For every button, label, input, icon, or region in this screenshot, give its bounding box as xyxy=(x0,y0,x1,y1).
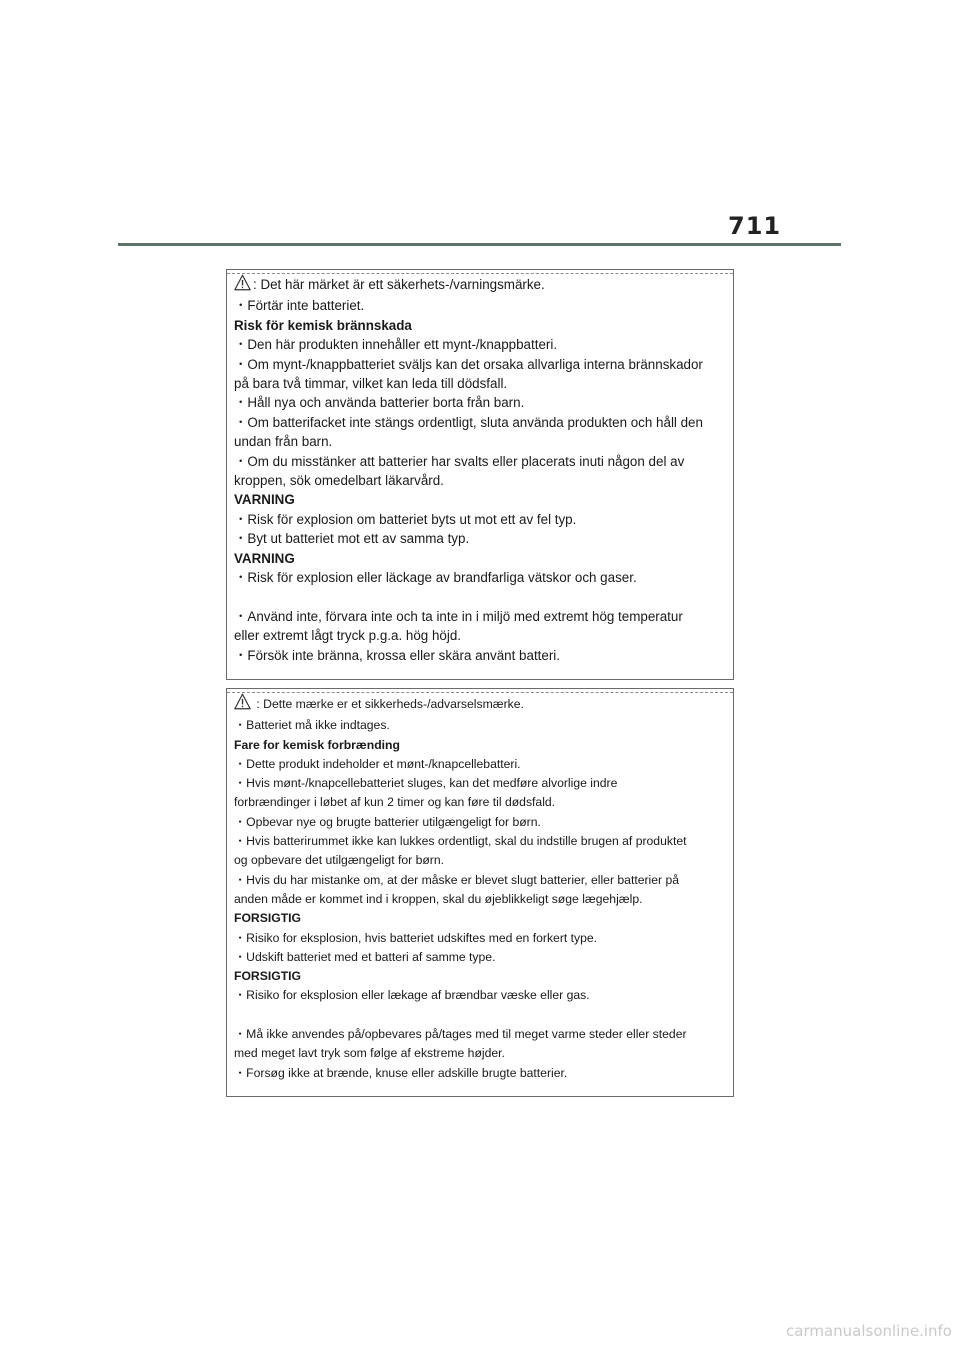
line-text: kroppen, sök omedelbart läkarvård. xyxy=(234,473,444,489)
line-text: med meget lavt tryk som følge af ekstreme højder. xyxy=(234,1046,505,1061)
text-line xyxy=(234,274,727,296)
text-line xyxy=(234,890,727,909)
line-text: ・Om batterifacket inte stängs ordentligt, sluta använda produkten och håll den xyxy=(234,414,703,430)
warning-triangle-icon xyxy=(234,693,251,716)
line-text: Fare for kemisk forbrænding xyxy=(234,737,400,752)
swedish-warning-box xyxy=(226,269,734,680)
text-line xyxy=(234,393,727,412)
section-heading xyxy=(234,490,727,509)
text-line xyxy=(234,716,727,735)
line-text: ・Risiko for eksplosion eller lækage af brændbar væske eller gas. xyxy=(234,988,590,1003)
line-text: ・Försök inte bränna, krossa eller skära använt batteri. xyxy=(234,647,560,663)
text-line xyxy=(234,851,727,870)
line-text: ・Risk för explosion om batteriet byts ut mot ett av fel typ. xyxy=(234,511,577,527)
line-text: ・Byt ut batteriet mot ett av samma typ. xyxy=(234,531,470,547)
line-text: ・Förtär inte batteriet. xyxy=(234,298,365,314)
text-line xyxy=(234,452,727,471)
line-text: ・Risiko for eksplosion, hvis batteriet udskiftes med en forkert type. xyxy=(234,930,598,945)
line-text: FORSIGTIG xyxy=(234,969,302,984)
text-line xyxy=(234,374,727,393)
text-line xyxy=(234,1064,727,1083)
text-line xyxy=(234,793,727,812)
line-text: ・Forsøg ikke at brænde, knuse eller adskille brugte batterier. xyxy=(234,1065,568,1080)
line-text: ・Må ikke anvendes på/opbevares på/tages med til meget varme steder eller steder xyxy=(234,1027,687,1042)
text-line xyxy=(234,832,727,851)
line-text: ・Hvis du har mistanke om, at der måske er blevet slugt batterier, eller batterier på xyxy=(234,872,680,887)
text-line xyxy=(234,774,727,793)
section-heading xyxy=(234,316,727,335)
text-line xyxy=(234,413,727,432)
text-line xyxy=(234,1025,727,1044)
line-text: ・Om du misstänker att batterier har svalts eller placerats inuti någon del av xyxy=(234,453,685,469)
line-text: ・Den här produkten innehåller ett mynt-/knappbatteri. xyxy=(234,337,558,353)
text-line xyxy=(234,296,727,315)
text-line xyxy=(234,813,727,832)
text-line xyxy=(234,626,727,645)
line-text: : Dette mærke er et sikkerheds-/advarselsmærke. xyxy=(253,697,524,711)
text-line xyxy=(234,471,727,490)
paragraph-gap xyxy=(234,588,727,607)
header-rule xyxy=(118,243,841,246)
section-heading xyxy=(234,967,727,986)
line-text: ・Dette produkt indeholder et mønt-/knapcellebatteri. xyxy=(234,756,521,771)
watermark: carmanualsonline.info xyxy=(786,1322,952,1340)
line-text: undan från barn. xyxy=(234,434,333,450)
text-line xyxy=(234,948,727,967)
text-line xyxy=(234,646,727,665)
text-line xyxy=(234,335,727,354)
text-line xyxy=(234,871,727,890)
line-text: eller extremt lågt tryck p.g.a. hög höjd. xyxy=(234,628,462,644)
line-text: : Det här märket är ett säkerhets-/varningsmärke. xyxy=(253,277,545,292)
line-text: anden måde er kommet ind i kroppen, skal du øjeblikkeligt søge lægehjælp. xyxy=(234,891,643,906)
danish-warning-box xyxy=(226,688,734,1097)
text-line xyxy=(234,1044,727,1063)
text-line xyxy=(234,432,727,451)
line-text: ・Hvis mønt-/knapcellebatteriet sluges, kan det medføre alvorlige indre xyxy=(234,776,618,791)
text-line xyxy=(234,568,727,587)
text-line xyxy=(234,355,727,374)
line-text: ・Batteriet må ikke indtages. xyxy=(234,718,390,733)
line-text: ・Udskift batteriet med et batteri af samme type. xyxy=(234,949,496,964)
line-text: på bara två timmar, vilket kan leda till dödsfall. xyxy=(234,376,508,392)
line-text: ・Använd inte, förvara inte och ta inte in i miljö med extremt hög temperatur xyxy=(234,608,683,624)
line-text: ・Hvis batterirummet ikke kan lukkes ordentligt, skal du indstille brugen af produktet xyxy=(234,834,687,849)
text-line xyxy=(234,529,727,548)
text-line xyxy=(234,607,727,626)
text-line xyxy=(234,929,727,948)
line-text: ・Opbevar nye og brugte batterier utilgængeligt for børn. xyxy=(234,814,541,829)
section-heading xyxy=(234,549,727,568)
text-line xyxy=(234,755,727,774)
line-text: ・Håll nya och använda batterier borta från barn. xyxy=(234,395,525,411)
warning-triangle-icon xyxy=(234,274,251,296)
line-text: Risk för kemisk brännskada xyxy=(234,317,412,333)
line-text: forbrændinger i løbet af kun 2 timer og kan føre til dødsfald. xyxy=(234,795,556,810)
paragraph-gap xyxy=(234,1006,727,1025)
line-text: ・Om mynt-/knappbatteriet sväljs kan det orsaka allvarliga interna brännskador xyxy=(234,356,703,372)
line-text: ・Risk för explosion eller läckage av brandfarliga vätskor och gaser. xyxy=(234,570,637,586)
line-text: og opbevare det utilgængeligt for børn. xyxy=(234,853,445,868)
line-text: VARNING xyxy=(234,492,295,508)
line-text: FORSIGTIG xyxy=(234,911,302,926)
section-heading xyxy=(234,909,727,928)
line-text: VARNING xyxy=(234,550,295,566)
text-line xyxy=(234,986,727,1005)
text-line xyxy=(234,510,727,529)
page-number: 711 xyxy=(728,212,782,240)
section-heading xyxy=(234,736,727,755)
text-line xyxy=(234,693,727,716)
